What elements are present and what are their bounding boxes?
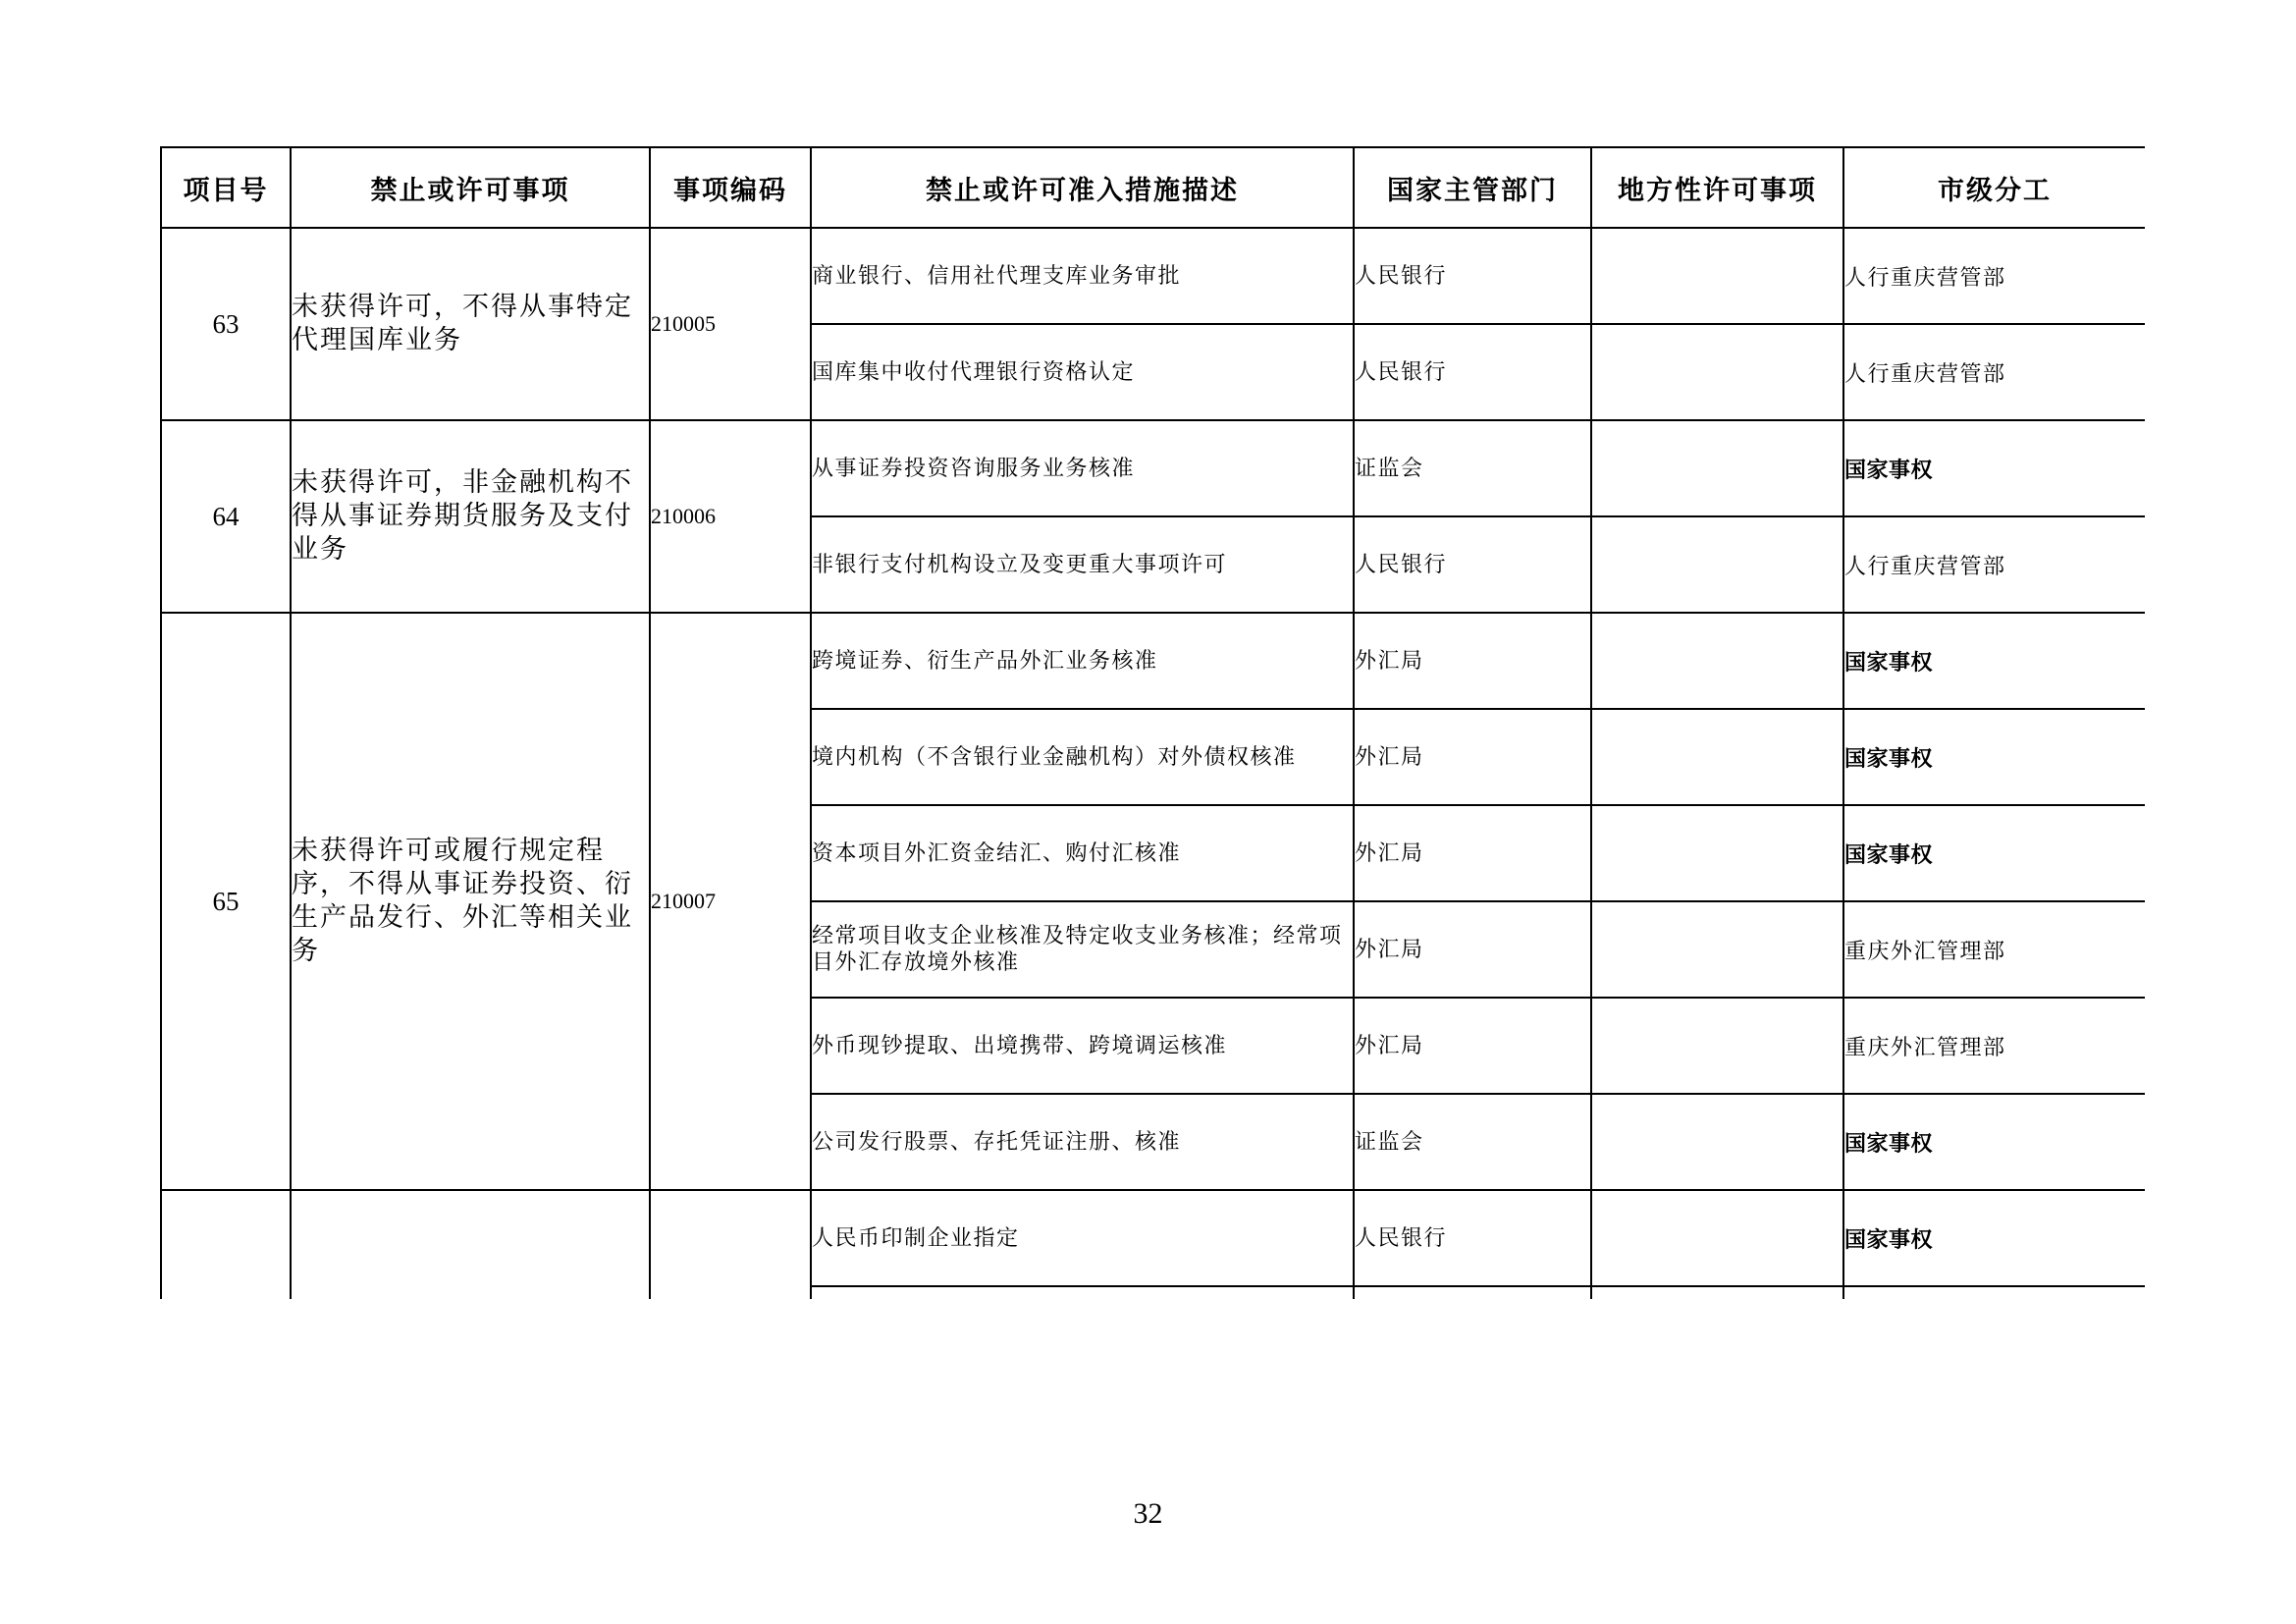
measure-description: 商业银行、信用社代理支库业务审批 bbox=[811, 228, 1354, 324]
measure-description: 境内机构（不含银行业金融机构）对外债权核准 bbox=[811, 709, 1354, 805]
header-item: 禁止或许可事项 bbox=[291, 147, 650, 228]
table-row bbox=[161, 1190, 2145, 1286]
header-description: 禁止或许可准入措施描述 bbox=[811, 147, 1354, 228]
national-dept: 证监会 bbox=[1354, 1094, 1591, 1190]
city-division: 国家事权 bbox=[1843, 805, 2145, 901]
local-permit bbox=[1591, 805, 1843, 901]
project-number: 63 bbox=[161, 228, 291, 420]
item-code: 210007 bbox=[650, 613, 811, 1190]
city-division: 国家事权 bbox=[1843, 1094, 2145, 1190]
item-code: 210006 bbox=[650, 420, 811, 613]
item-code bbox=[650, 1190, 811, 1299]
national-dept: 人民银行 bbox=[1354, 228, 1591, 324]
measure-description: 经常项目收支企业核准及特定收支业务核准；经常项目外汇存放境外核准 bbox=[811, 901, 1354, 998]
local-permit bbox=[1591, 901, 1843, 998]
local-permit bbox=[1591, 228, 1843, 324]
national-dept bbox=[1354, 1286, 1591, 1299]
item-text bbox=[291, 1190, 650, 1299]
table-row bbox=[161, 420, 2145, 516]
national-dept: 人民银行 bbox=[1354, 516, 1591, 613]
city-division: 人行重庆营管部 bbox=[1843, 516, 2145, 613]
item-text: 未获得许可，非金融机构不得从事证券期货服务及支付业务 bbox=[291, 420, 650, 613]
local-permit bbox=[1591, 1094, 1843, 1190]
item-code: 210005 bbox=[650, 228, 811, 420]
measure-description: 跨境证券、衍生产品外汇业务核准 bbox=[811, 613, 1354, 709]
local-permit bbox=[1591, 998, 1843, 1094]
header-city-division: 市级分工 bbox=[1843, 147, 2145, 228]
header-row bbox=[161, 147, 2145, 228]
item-text: 未获得许可，不得从事特定代理国库业务 bbox=[291, 228, 650, 420]
local-permit bbox=[1591, 1286, 1843, 1299]
local-permit bbox=[1591, 420, 1843, 516]
measure-description: 人民币印制企业指定 bbox=[811, 1190, 1354, 1286]
national-dept: 人民银行 bbox=[1354, 324, 1591, 420]
local-permit bbox=[1591, 516, 1843, 613]
measure-description: 资本项目外汇资金结汇、购付汇核准 bbox=[811, 805, 1354, 901]
city-division: 国家事权 bbox=[1843, 613, 2145, 709]
local-permit bbox=[1591, 1190, 1843, 1286]
table-viewport bbox=[160, 146, 2145, 1299]
national-dept: 证监会 bbox=[1354, 420, 1591, 516]
city-division: 重庆外汇管理部 bbox=[1843, 901, 2145, 998]
national-dept: 人民银行 bbox=[1354, 1190, 1591, 1286]
header-project-number: 项目号 bbox=[161, 147, 291, 228]
table-row bbox=[161, 613, 2145, 709]
city-division: 人行重庆营管部 bbox=[1843, 324, 2145, 420]
city-division: 国家事权 bbox=[1843, 1190, 2145, 1286]
project-number: 64 bbox=[161, 420, 291, 613]
measure-description: 外币现钞提取、出境携带、跨境调运核准 bbox=[811, 998, 1354, 1094]
national-dept: 外汇局 bbox=[1354, 901, 1591, 998]
city-division: 国家事权 bbox=[1843, 420, 2145, 516]
project-number bbox=[161, 1190, 291, 1299]
measure-description: 非银行支付机构设立及变更重大事项许可 bbox=[811, 516, 1354, 613]
local-permit bbox=[1591, 709, 1843, 805]
city-division: 重庆外汇管理部 bbox=[1843, 998, 2145, 1094]
city-division: 人行重庆营管部 bbox=[1843, 228, 2145, 324]
project-number: 65 bbox=[161, 613, 291, 1190]
measure-description: 公司发行股票、存托凭证注册、核准 bbox=[811, 1094, 1354, 1190]
header-national-dept: 国家主管部门 bbox=[1354, 147, 1591, 228]
header-local-permit: 地方性许可事项 bbox=[1591, 147, 1843, 228]
market-access-table bbox=[160, 146, 2145, 1299]
national-dept: 外汇局 bbox=[1354, 998, 1591, 1094]
measure-description bbox=[811, 1286, 1354, 1299]
local-permit bbox=[1591, 613, 1843, 709]
national-dept: 外汇局 bbox=[1354, 709, 1591, 805]
page-number: 32 bbox=[1133, 1497, 1163, 1530]
header-code: 事项编码 bbox=[650, 147, 811, 228]
city-division: 国家事权 bbox=[1843, 709, 2145, 805]
city-division bbox=[1843, 1286, 2145, 1299]
local-permit bbox=[1591, 324, 1843, 420]
national-dept: 外汇局 bbox=[1354, 613, 1591, 709]
national-dept: 外汇局 bbox=[1354, 805, 1591, 901]
item-text: 未获得许可或履行规定程序，不得从事证券投资、衍生产品发行、外汇等相关业务 bbox=[291, 613, 650, 1190]
measure-description: 从事证券投资咨询服务业务核准 bbox=[811, 420, 1354, 516]
table-row bbox=[161, 228, 2145, 324]
measure-description: 国库集中收付代理银行资格认定 bbox=[811, 324, 1354, 420]
